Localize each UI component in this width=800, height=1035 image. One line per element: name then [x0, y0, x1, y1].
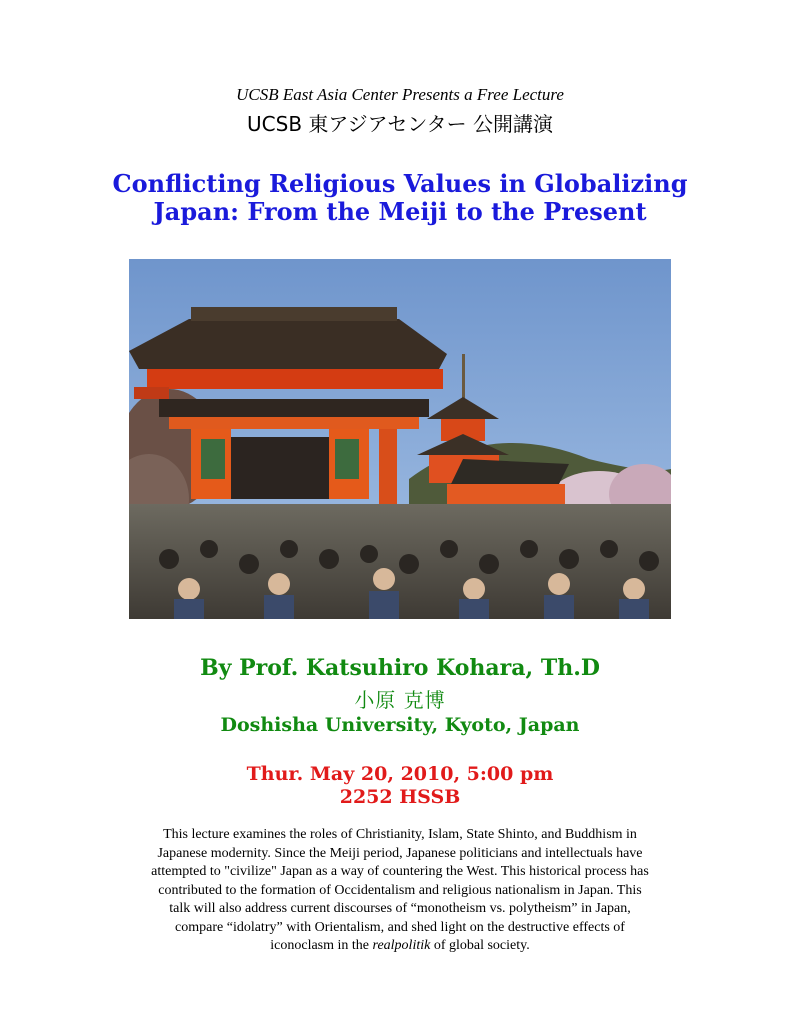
temple-photo — [129, 259, 671, 619]
abstract-line: contributed to the formation of Occidentalism and religious nationalism in Japan. This — [158, 882, 642, 898]
abstract-line: talk will also address current discourses of “monotheism vs. polytheism” in Japan, — [169, 901, 631, 916]
speaker-name: By Prof. Katsuhiro Kohara, Th.D — [200, 655, 600, 681]
lecture-title-line-1: Conflicting Religious Values in Globalizing — [112, 169, 688, 198]
abstract-line: attempted to "civilize" Japan as a way of countering the West. This historical process has — [151, 864, 649, 879]
abstract-line: compare “idolatry” with Orientalism, and shed light on the destructive effects of — [175, 919, 625, 935]
speaker-name-japanese: 小原 克博 — [354, 688, 446, 712]
event-room: 2252 HSSB — [339, 786, 461, 808]
abstract-last-pre: iconoclasm in the — [270, 938, 373, 953]
abstract-line-last — [100, 937, 700, 956]
lecture-title-line-2: Japan: From the Meiji to the Present — [153, 197, 647, 226]
abstract-line: This lecture examines the roles of Christianity, Islam, State Shinto, and Buddhism in — [163, 827, 637, 842]
abstract-line: Japanese modernity. Since the Meiji period, Japanese politicians and intellectuals have — [157, 845, 643, 861]
presenter-line-japanese: UCSB 東アジアセンター 公開講演 — [247, 112, 553, 136]
presenter-line: UCSB East Asia Center Presents a Free Lecture — [236, 85, 564, 104]
lecture-title — [0, 170, 800, 226]
lecture-abstract — [100, 826, 700, 956]
speaker-affiliation: Doshisha University, Kyoto, Japan — [220, 714, 580, 736]
abstract-italic-term: realpolitik — [372, 938, 431, 953]
abstract-last-post: of global society. — [430, 938, 530, 953]
event-datetime: Thur. May 20, 2010, 5:00 pm — [246, 763, 554, 785]
